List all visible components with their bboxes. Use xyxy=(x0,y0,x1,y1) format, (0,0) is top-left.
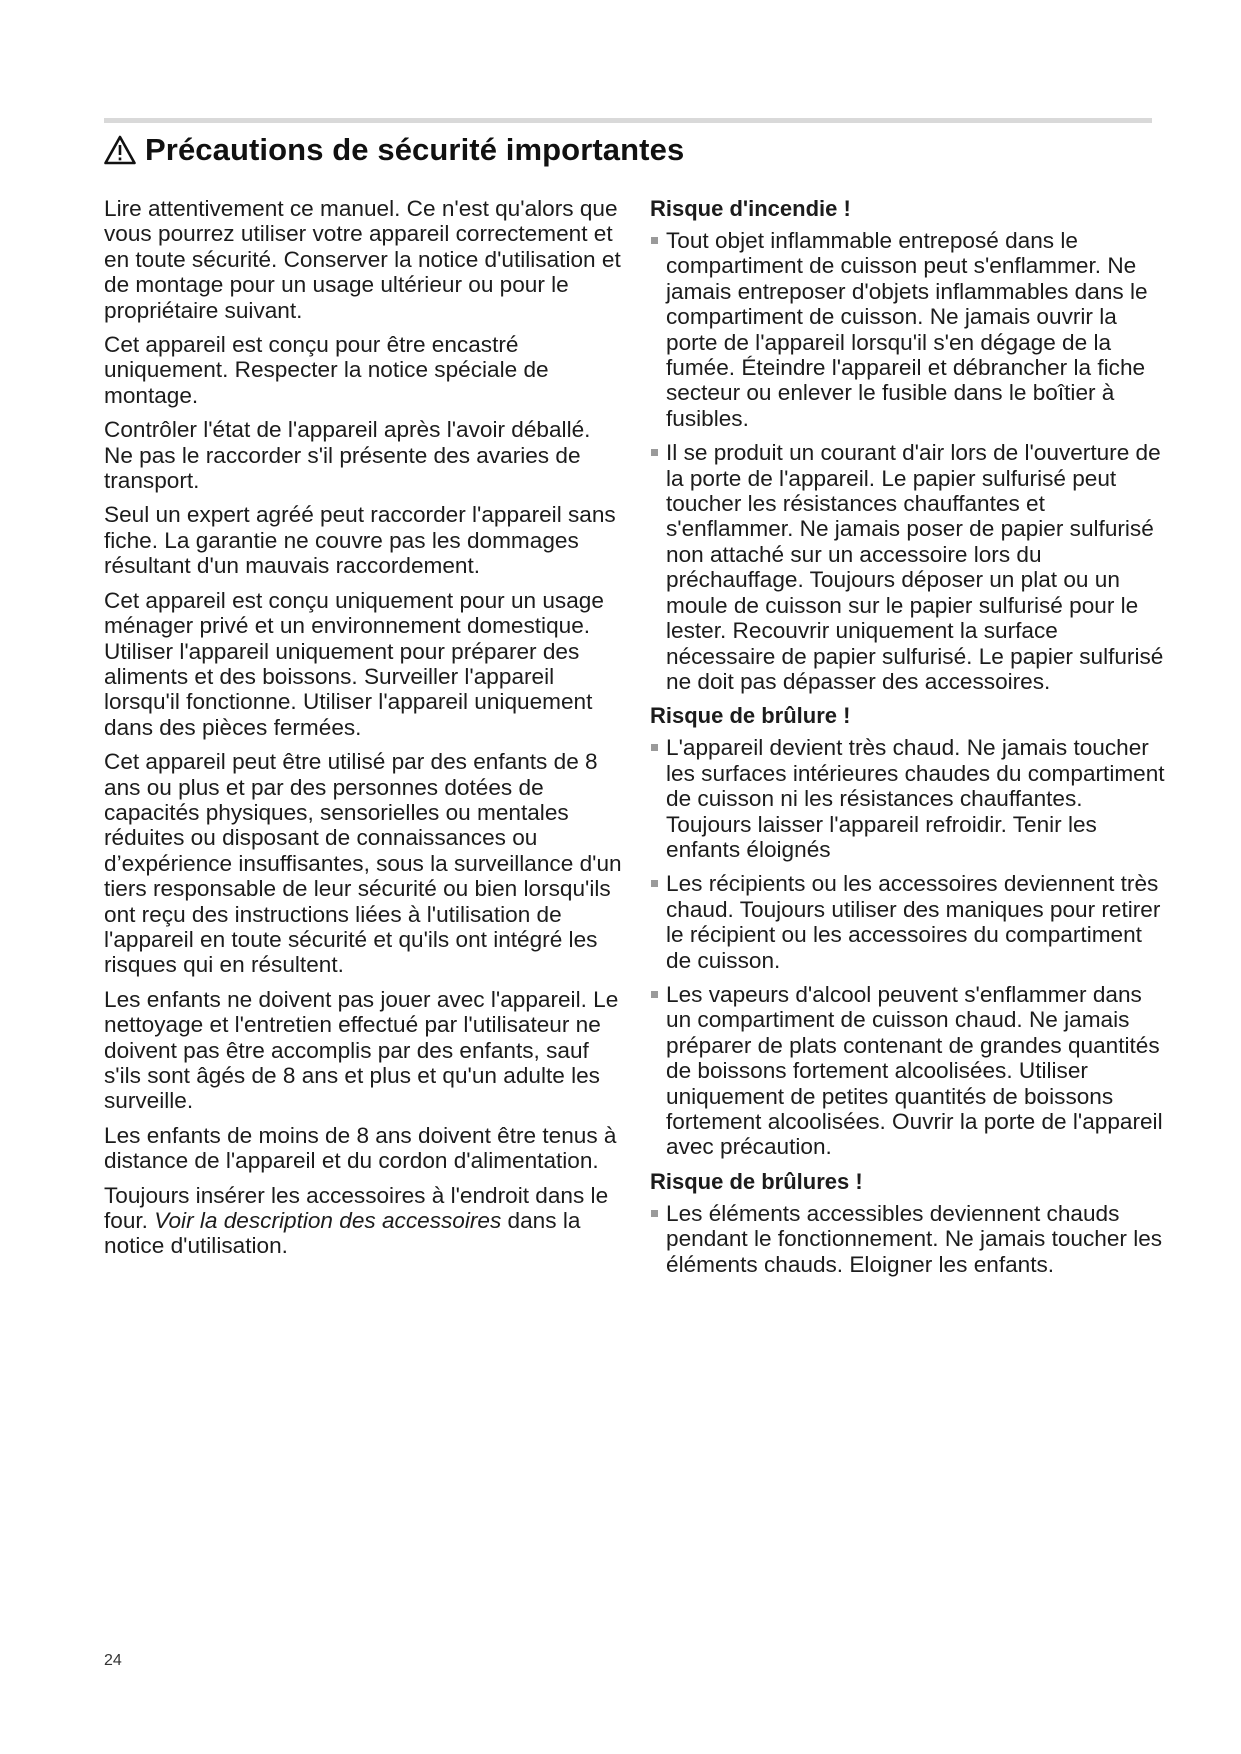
installation-paragraph: Cet appareil est conçu pour être encastré uniquement. Respecter la notice spéciale de montage. xyxy=(104,332,549,408)
list-item xyxy=(650,871,1170,973)
page-number: 24 xyxy=(104,1652,122,1669)
list-item-text: Les récipients ou les accessoires deviennent très chaud. Toujours utiliser des maniques pour retirer le récipient ou les accessoires du compartiment de cuisson. xyxy=(666,871,1161,973)
page-heading xyxy=(104,127,1152,173)
left-column xyxy=(104,196,624,1268)
square-bullet-icon xyxy=(651,991,658,998)
inspection-paragraph: Contrôler l'état de l'appareil après l'avoir déballé. Ne pas le raccorder s'il présente des avaries de transport. xyxy=(104,417,591,494)
children-play-paragraph: Les enfants ne doivent pas jouer avec l'appareil. Le nettoyage et l'entretien effectué par l'utilisateur ne doivent pas être accomplis par des enfants, sauf s'ils sont âgés de 8 ans et plus et qu'un adulte les surveille. xyxy=(104,986,619,1114)
list-item xyxy=(650,1201,1170,1277)
square-bullet-icon xyxy=(651,744,658,751)
warning-triangle-icon xyxy=(104,135,136,165)
list-item-text: Les vapeurs d'alcool peuvent s'enflammer dans un compartiment de cuisson chaud. Ne jamais préparer de plats contenant de grandes quantités de boissons fortement alcoolisées. Utiliser uniquement de petites quantités de boissons fortement alcoolisées. Ouvrir la porte de l'appareil avec précaution. xyxy=(666,981,1163,1160)
accessories-paragraph xyxy=(104,1183,624,1259)
intro-paragraph: Lire attentivement ce manuel. Ce n'est qu'alors que vous pourrez utiliser votre appareil correctement et en toute sécurité. Conserver la notice d'utilisation et de montage pour un usage ultérieur ou pour le propriétaire suivant. xyxy=(104,196,621,323)
list-item xyxy=(650,228,1170,431)
usage-paragraph: Cet appareil est conçu uniquement pour un usage ménager privé et un environnement domestique. Utiliser l'appareil uniquement pour préparer des aliments et des boissons. Surveiller l'appareil lorsqu'il fonctionne. Utiliser l'appareil uniquement dans des pièces fermées. xyxy=(104,587,604,740)
right-column xyxy=(650,196,1170,1286)
square-bullet-icon xyxy=(651,1210,658,1217)
children-distance-paragraph: Les enfants de moins de 8 ans doivent être tenus à distance de l'appareil et du cordon d'alimentation. xyxy=(104,1122,617,1174)
burns-risk-heading: Risque de brûlures ! xyxy=(650,1168,863,1194)
square-bullet-icon xyxy=(651,880,658,887)
supervision-paragraph: Cet appareil peut être utilisé par des enfants de 8 ans ou plus et par des personnes dotées de capacités physiques, sensorielles ou mentales réduites ou disposant de connaissances ou d’expérience insuffisantes, sous la surveillance d'un tiers responsable de leur sécurité ou bien lorsqu'ils ont reçu des instructions liées à l'utilisation de l'appareil en toute sécurité et qu'ils ont intégré les risques qui en résultent. xyxy=(104,749,622,978)
list-item-text: Les éléments accessibles deviennent chauds pendant le fonctionnement. Ne jamais toucher les éléments chauds. Eloigner les enfants. xyxy=(666,1200,1163,1277)
list-item-text: L'appareil devient très chaud. Ne jamais toucher les surfaces intérieures chaudes du compartiment de cuisson ni les résistances chauffantes. Toujours laisser l'appareil refroidir. Tenir les enfants éloignés xyxy=(666,735,1165,862)
accessories-text-start: Toujours insérer les accessoires à l'endroit dans le four. xyxy=(104,1182,609,1234)
list-item-text: Il se produit un courant d'air lors de l'ouverture de la porte de l'appareil. Le papier sulfurisé peut toucher les résistances chauffantes et s'enflammer. Ne jamais poser de papier sulfurisé non attaché sur un accessoire lors du préchauffage. Toujours déposer un plat ou un moule de cuisson sur le papier sulfurisé pour le lester. Recouvrir uniquement la surface nécessaire de papier sulfurisé. Le papier sulfurisé ne doit pas dépasser des accessoires. xyxy=(666,440,1164,694)
top-divider xyxy=(104,118,1152,123)
square-bullet-icon xyxy=(651,237,658,244)
square-bullet-icon xyxy=(651,449,658,456)
list-item xyxy=(650,440,1170,694)
accessories-text-end: dans la notice d'utilisation. xyxy=(104,1208,581,1259)
fire-risk-heading: Risque d'incendie ! xyxy=(650,196,851,221)
page-title: Précautions de sécurité importantes xyxy=(145,132,685,167)
connection-paragraph: Seul un expert agréé peut raccorder l'appareil sans fiche. La garantie ne couvre pas les dommages résultant d'un mauvais raccordement. xyxy=(104,502,616,579)
list-item xyxy=(650,735,1170,862)
burn-risk-heading: Risque de brûlure ! xyxy=(650,703,851,729)
list-item-text: Tout objet inflammable entreposé dans le compartiment de cuisson peut s'enflammer. Ne jamais entreposer d'objets inflammables dans le compartiment de cuisson. Ne jamais ouvrir la porte de l'appareil lorsqu'il s'en dégage de la fumée. Éteindre l'appareil et débrancher la fiche secteur ou enlever le fusible dans le boîtier à fusibles. xyxy=(666,228,1148,431)
list-item xyxy=(650,982,1170,1160)
accessories-reference: Voir la description des accessoires xyxy=(154,1208,502,1234)
